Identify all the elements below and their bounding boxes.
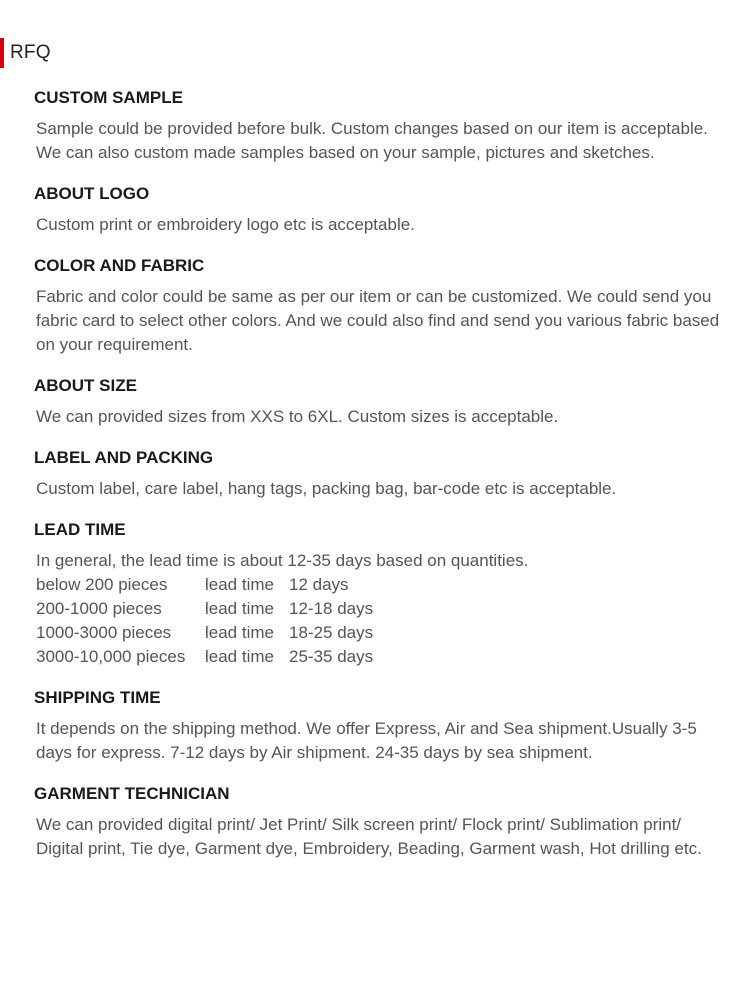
rfq-content xyxy=(34,86,724,878)
section-title: SHIPPING TIME xyxy=(34,688,161,707)
section-body: We can provided sizes from XXS to 6XL. Custom sizes is acceptable. xyxy=(36,407,559,426)
section-lead-time xyxy=(34,518,724,669)
section-label-and-packing xyxy=(34,446,724,501)
section-title: CUSTOM SAMPLE xyxy=(34,88,183,107)
section-garment-technician xyxy=(34,782,724,861)
days-cell: 18-25 days xyxy=(289,623,374,642)
section-custom-sample xyxy=(34,86,724,165)
lead-time-label-cell: lead time xyxy=(205,599,274,618)
quantity-cell: 1000-3000 pieces xyxy=(36,623,172,642)
section-about-size xyxy=(34,374,724,429)
quantity-cell: below 200 pieces xyxy=(36,575,168,594)
section-color-and-fabric xyxy=(34,254,724,357)
section-title: ABOUT SIZE xyxy=(34,376,137,395)
section-body: Custom print or embroidery logo etc is acceptable. xyxy=(36,215,415,234)
section-body: Sample could be provided before bulk. Custom changes based on our item is acceptable. We can also custom made samples based on your sample, pictures and sketches. xyxy=(36,119,708,162)
table-row xyxy=(36,621,373,645)
lead-time-label-cell: lead time xyxy=(205,647,274,666)
quantity-cell: 3000-10,000 pieces xyxy=(36,647,186,666)
section-body: Fabric and color could be same as per our item or can be customized. We could send you fabric card to select other colors. And we could also find and send you various fabric based on your requirement. xyxy=(36,287,720,354)
section-body: Custom label, care label, hang tags, packing bag, bar-code etc is acceptable. xyxy=(36,479,617,498)
page-title: RFQ xyxy=(10,42,51,63)
page-header xyxy=(0,38,51,68)
lead-time-label-cell: lead time xyxy=(205,575,274,594)
section-title: ABOUT LOGO xyxy=(34,184,150,203)
accent-bar xyxy=(0,38,4,68)
days-cell: 25-35 days xyxy=(289,647,374,666)
section-title: LABEL AND PACKING xyxy=(34,448,214,467)
section-body: We can provided digital print/ Jet Print/ Silk screen print/ Flock print/ Sublimation print/ Digital print, Tie dye, Garment dye, Embroidery, Beading, Garment wash, Hot drilling etc. xyxy=(36,815,702,858)
section-title: GARMENT TECHNICIAN xyxy=(34,784,230,803)
table-row xyxy=(36,597,373,621)
days-cell: 12 days xyxy=(289,575,349,594)
lead-time-intro: In general, the lead time is about 12-35 days based on quantities. xyxy=(36,551,529,570)
quantity-cell: 200-1000 pieces xyxy=(36,599,162,618)
lead-time-label-cell: lead time xyxy=(205,623,274,642)
table-row xyxy=(36,645,373,669)
days-cell: 12-18 days xyxy=(289,599,374,618)
section-title: COLOR AND FABRIC xyxy=(34,256,205,275)
lead-time-table xyxy=(36,573,373,669)
section-title: LEAD TIME xyxy=(34,520,126,539)
table-row xyxy=(36,573,373,597)
section-about-logo xyxy=(34,182,724,237)
section-body: It depends on the shipping method. We offer Express, Air and Sea shipment.Usually 3-5 days for express. 7-12 days by Air shipment. 24-35 days by sea shipment. xyxy=(36,719,697,762)
section-shipping-time xyxy=(34,686,724,765)
